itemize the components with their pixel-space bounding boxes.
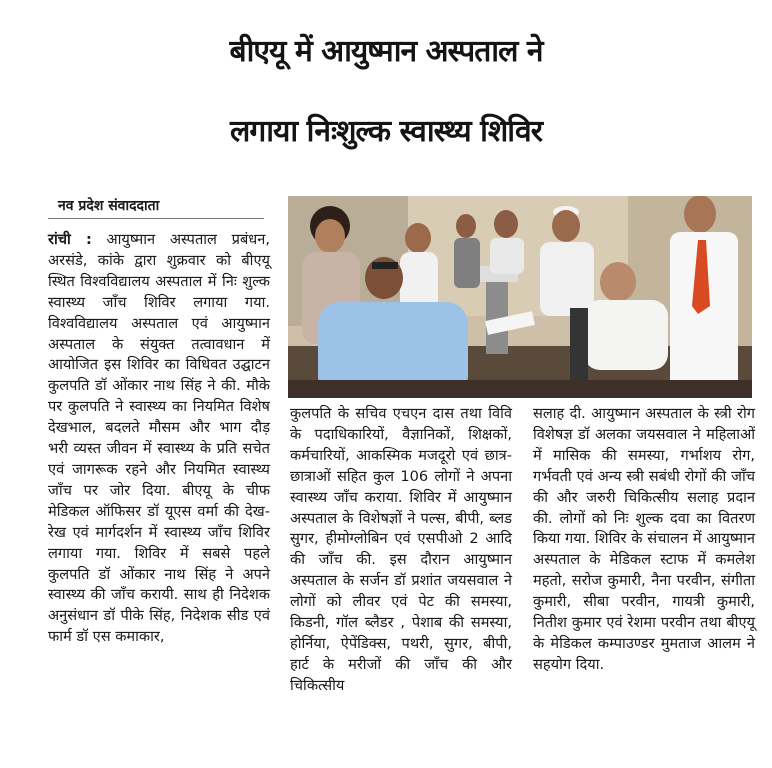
article-column-1 <box>48 230 270 648</box>
dateline-place: रांची : <box>48 231 92 248</box>
headline-line-1: बीएयू में आयुष्मान अस्पताल ने <box>229 34 543 69</box>
article-text-column-3: सलाह दी. आयुष्मान अस्पताल के स्त्री रोग विशेषज्ञ डॉ अलका जयसवाल ने महिलाओं में मासिक की समस्या, गर्भाशय रोग, गर्भवती एवं अन्य स्त्री सबंधी रोगों की जाँच की और जरुरी चिकित्सीय सलाह प्रदान की. लोगों को निः शुल्क दवा का वितरण किया गया. शिविर के संचालन में आयुष्मान अस्पताल के मेडिकल स्टाफ में कमलेश महतो, सरोज कुमारी, नैना परवीन, संगीता कुमारी, सीबा परवीन, गायत्री कुमारी, नितीश कुमार एवं रेशमा परवीन तथा बीएयू के मेडिकल कम्पाउण्डर मुमताज आलम ने सहयोग दिया. <box>533 405 755 673</box>
byline: नव प्रदेश संवाददाता <box>58 198 160 214</box>
byline-divider <box>48 218 264 219</box>
article-column-2 <box>290 404 512 697</box>
headline-line-2: लगाया निःशुल्क स्वास्थ्य शिविर <box>229 114 542 149</box>
article-text-column-2: कुलपति के सचिव एचएन दास तथा विवि के पदाधिकारियों, वैज्ञानिकों, शिक्षकों, कर्मचारियों, आकस्मिक मजदूरो एवं छात्र-छात्राओं सहित कुल 106 लोगों ने अपना स्वास्थ्य जाँच कराया. शिविर में आयुष्मान अस्पताल के विशेषज्ञों ने पल्स, बीपी, ब्लड सुगर, हीमोग्लोबिन एवं एसपीओ 2 आदि की जाँच की. इस दौरान आयुष्मान अस्पताल के सर्जन डॉ प्रशांत जयसवाल ने लोगों को लीवर एवं पेट की समस्या, किडनी, गॉल ब्लैडर , पेशाब की समस्या, होर्निया, ऐपेंडिक्स, पथरी, सुगर, बीपी, हार्ट के मरीजों की जाँच की और चिकित्सीय <box>290 405 512 694</box>
article-column-3 <box>533 404 755 676</box>
news-photo <box>288 196 752 398</box>
health-camp-photo <box>288 196 752 398</box>
article-text-column-1: आयुष्मान अस्पताल प्रबंधन, अरसंडे, कांके द्वारा शुक्रवार को बीएयू स्थित विश्वविद्यालय अस्पताल में निः शुल्क स्वास्थ्य जाँच शिविर लगाया गया. विश्वविद्यालय अस्पताल एवं आयुष्मान अस्पताल के संयुक्त तत्वावधान में आयोजित इस शिविर का विधिवत उद्घाटन कुलपति डॉ ओंकार नाथ सिंह ने की. मौके पर कुलपति ने स्वास्थ्य का नियमित विशेष देखभाल, बदलते मौसम और भाग दौड़ भरी व्यस्त जीवन में स्वास्थ्य के प्रति सचेत एवं जागरूक रहने और नियमित स्वास्थ्य जाँच पर जोर दिया. बीएयू के चीफ मेडिकल ऑफिसर डॉ यूएस वर्मा की देख-रेख एवं मार्गदर्शन में स्वास्थ्य जाँच शिविर लगाया गया. शिविर में सबसे पहले कुलपति डॉ ओंकार नाथ सिंह ने अपने स्वास्थ्य की जाँच करायी. साथ ही निदेशक अनुसंधान डॉ पीके सिंह, निदेशक सीड एवं फार्म डॉ एस कमाकार, <box>48 231 270 646</box>
